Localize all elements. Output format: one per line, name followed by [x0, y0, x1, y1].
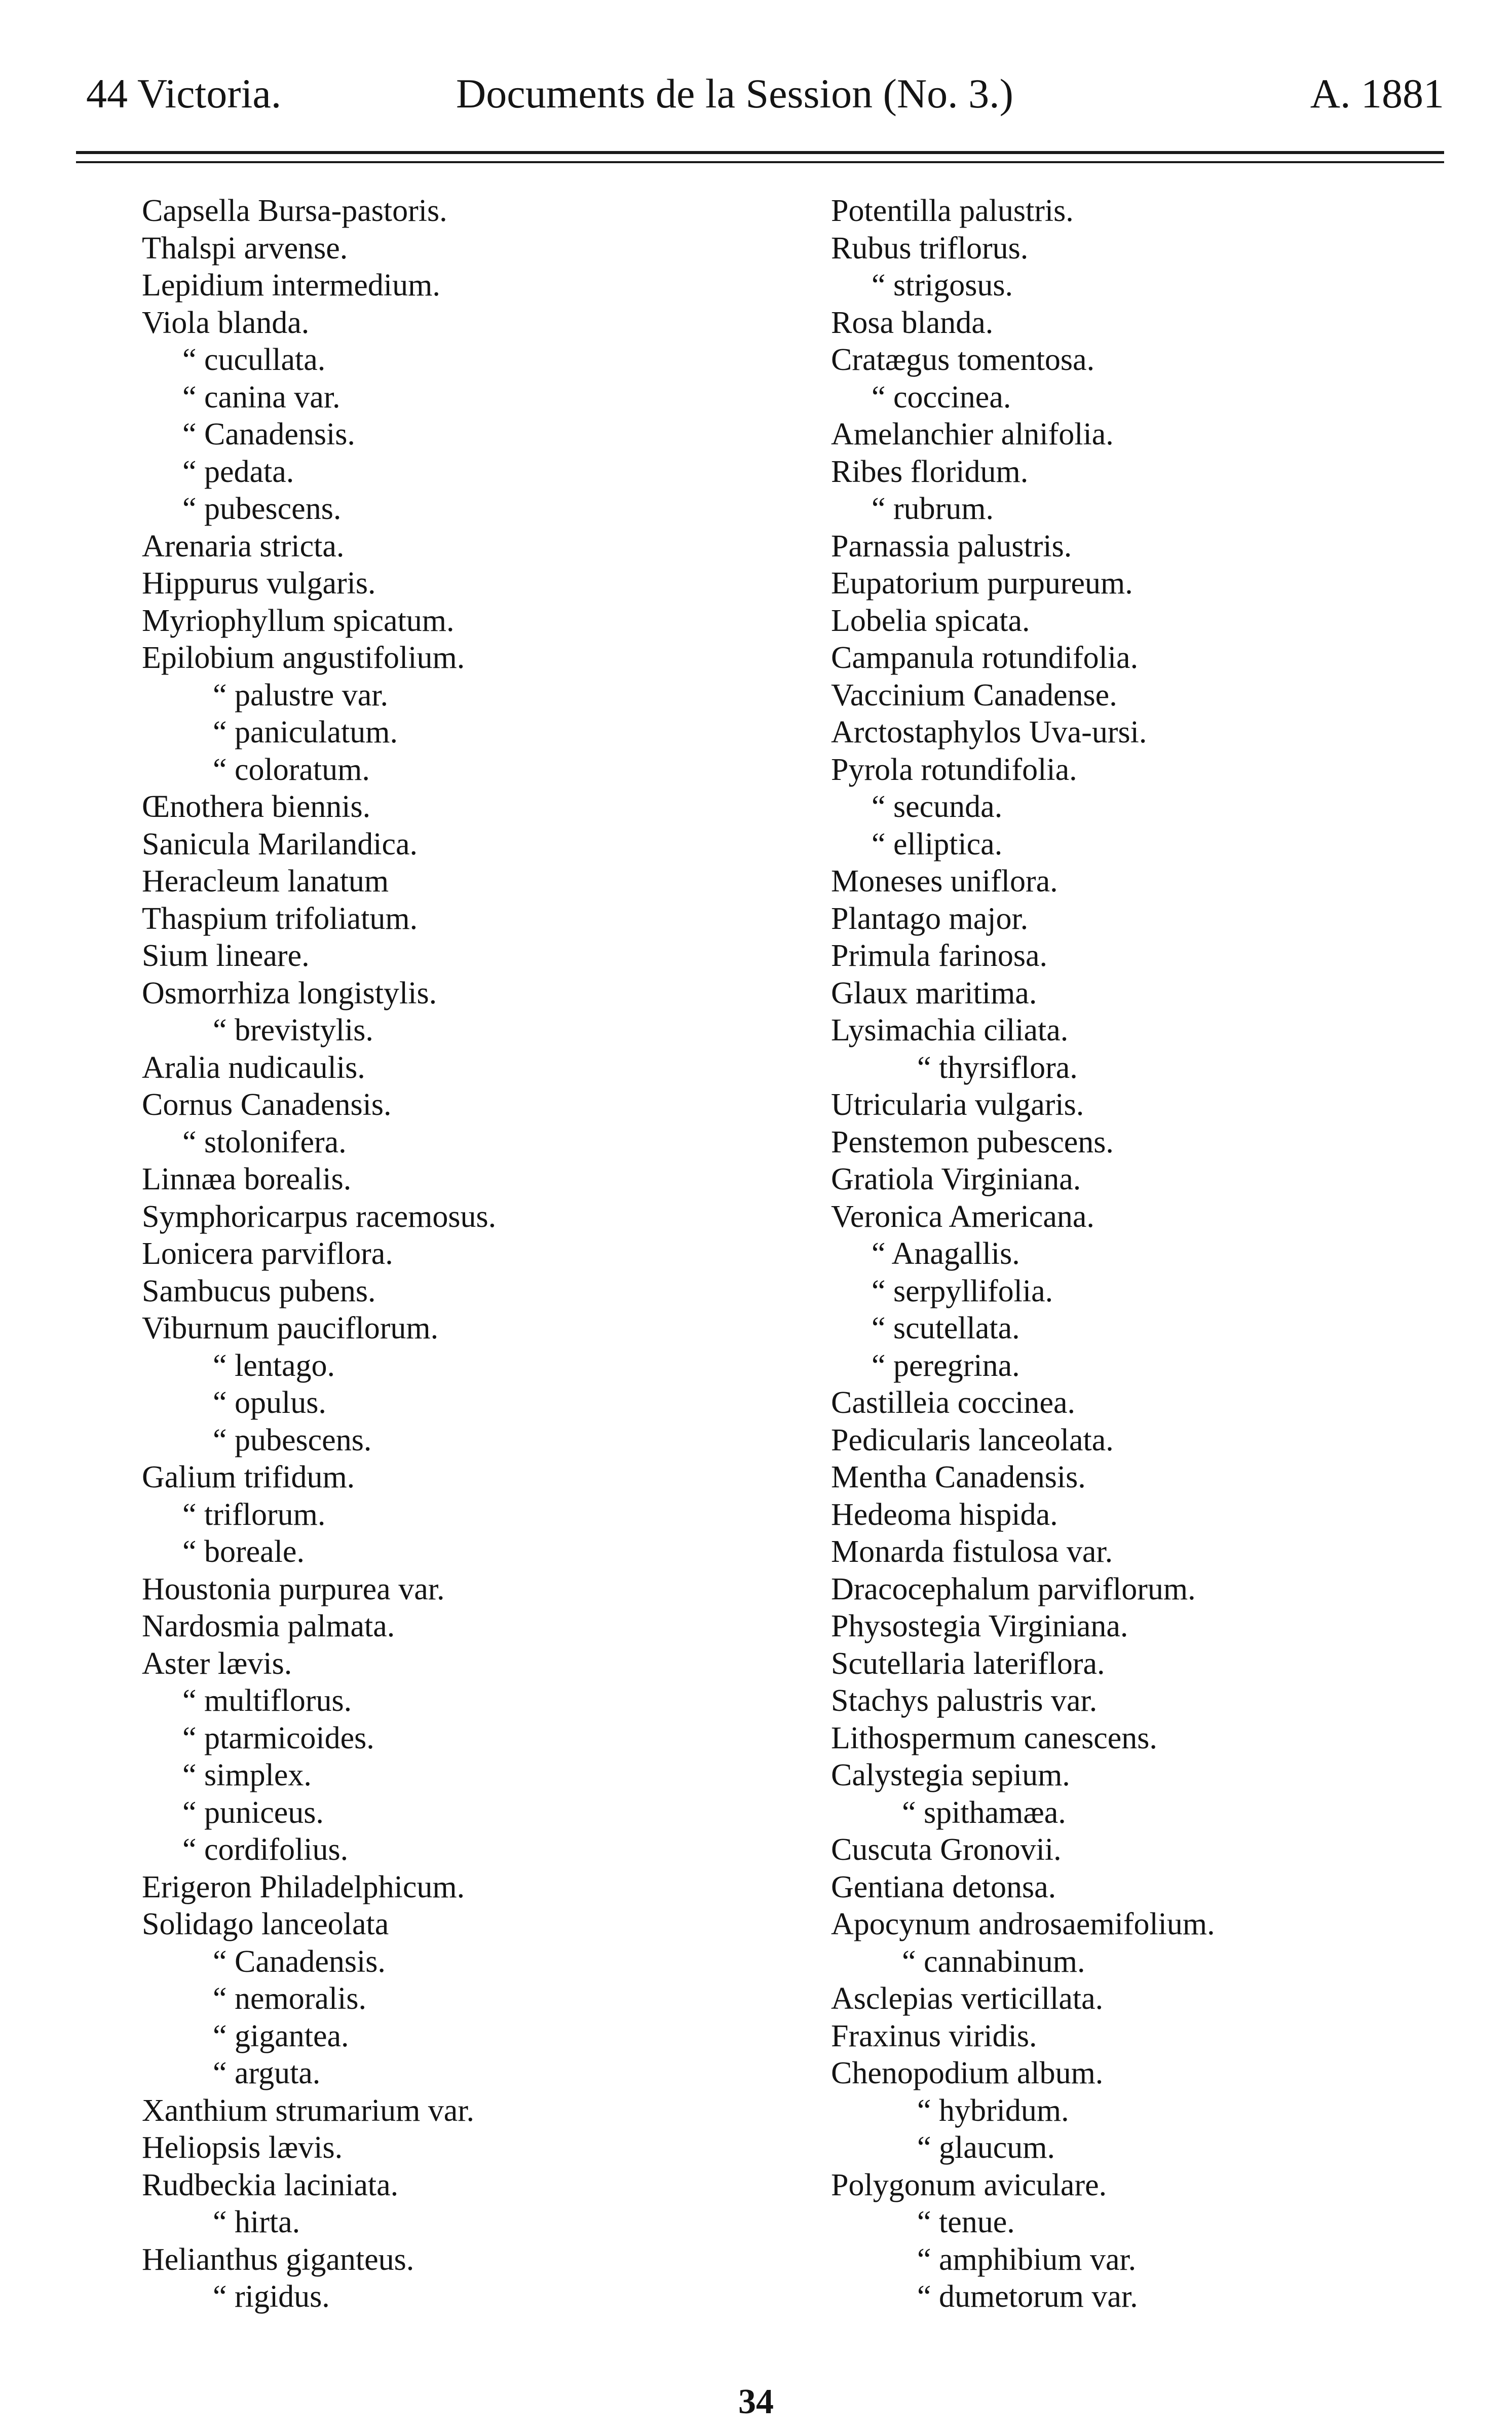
species-name: Thalspi arvense. — [142, 231, 348, 266]
species-entry — [142, 1943, 801, 1981]
species-entry — [831, 1645, 1464, 1683]
species-name: Rosa blanda. — [831, 305, 994, 340]
species-name: “ spithamæa. — [902, 1795, 1066, 1830]
species-entry — [142, 2129, 801, 2167]
species-name: “ Anagallis. — [872, 1237, 1020, 1271]
species-name: Sambucus pubens. — [142, 1273, 376, 1308]
species-entry — [142, 1050, 801, 1087]
species-name: Houstonia purpurea var. — [142, 1571, 445, 1606]
species-name: Parnassia palustris. — [831, 529, 1072, 564]
species-name: “ secunda. — [872, 790, 1003, 824]
species-entry — [142, 1645, 801, 1683]
page-number: 34 — [738, 2382, 774, 2421]
species-name: Rudbeckia laciniata. — [142, 2167, 399, 2202]
species-entry — [142, 2204, 801, 2241]
species-entry — [831, 1124, 1464, 1162]
species-name: “ palustre var. — [213, 678, 389, 713]
species-name: Symphoricarpus racemosus. — [142, 1199, 497, 1234]
species-entry — [831, 565, 1464, 603]
species-entry — [142, 863, 801, 901]
species-name: Lepidium intermedium. — [142, 268, 440, 303]
species-name: Eupatorium purpureum. — [831, 566, 1133, 601]
species-entry — [142, 1087, 801, 1124]
species-entry — [142, 305, 801, 342]
species-entry — [831, 1533, 1464, 1571]
species-name: Moneses uniflora. — [831, 864, 1058, 898]
species-name: Plantago major. — [831, 901, 1029, 936]
species-entry — [142, 603, 801, 640]
species-name: Epilobium angustifolium. — [142, 641, 465, 675]
header-right: A. 1881 — [1310, 70, 1444, 117]
species-entry — [831, 938, 1464, 975]
species-entry — [142, 1533, 801, 1571]
species-name: “ coloratum. — [213, 752, 370, 787]
species-name: Aralia nudicaulis. — [142, 1050, 365, 1085]
species-entry — [831, 1496, 1464, 1534]
species-name: “ cannabinum. — [902, 1944, 1085, 1979]
species-entry — [831, 1273, 1464, 1310]
species-name: Utricularia vulgaris. — [831, 1088, 1084, 1122]
species-entry — [831, 379, 1464, 417]
header-left: 44 Victoria. — [86, 70, 282, 117]
species-name: Dracocephalum parviflorum. — [831, 1571, 1196, 1606]
species-name: “ hirta. — [213, 2205, 300, 2239]
species-entry — [831, 1235, 1464, 1273]
species-name: Asclepias verticillata. — [831, 1981, 1104, 2016]
species-entry — [142, 640, 801, 677]
species-entry — [831, 416, 1464, 454]
species-entry — [142, 752, 801, 789]
species-name: Hippurus vulgaris. — [142, 566, 376, 601]
species-entry — [142, 454, 801, 491]
species-entry — [831, 640, 1464, 677]
species-name: “ ptarmicoides. — [182, 1720, 374, 1755]
header-rule-top — [76, 151, 1444, 154]
species-name: Monarda fistulosa var. — [831, 1534, 1113, 1569]
species-entry — [142, 1571, 801, 1608]
species-name: “ nemoralis. — [213, 1981, 367, 2016]
species-name: “ simplex. — [182, 1758, 312, 1792]
species-entry — [142, 714, 801, 752]
species-entry — [831, 714, 1464, 752]
species-name: Myriophyllum spicatum. — [142, 603, 455, 638]
species-name: “ glaucum. — [917, 2130, 1055, 2165]
species-entry — [831, 454, 1464, 491]
species-name: “ scutellata. — [872, 1311, 1020, 1345]
species-name: Osmorrhiza longistylis. — [142, 976, 437, 1010]
species-entry — [142, 528, 801, 566]
species-entry — [142, 1608, 801, 1645]
species-entry — [831, 2129, 1464, 2167]
species-name: Glaux maritima. — [831, 976, 1037, 1010]
species-entry — [142, 2018, 801, 2055]
species-name: Helianthus giganteus. — [142, 2242, 414, 2277]
species-entry — [142, 901, 801, 938]
species-entry — [831, 1050, 1464, 1087]
species-entry — [142, 1496, 801, 1534]
species-entry — [142, 565, 801, 603]
species-name: Thaspium trifoliatum. — [142, 901, 418, 936]
species-entry — [831, 1347, 1464, 1385]
species-name: Hedeoma hispida. — [831, 1497, 1058, 1532]
species-entry — [142, 1161, 801, 1198]
species-entry — [142, 342, 801, 379]
species-name: “ puniceus. — [182, 1795, 324, 1830]
page-header — [76, 66, 1444, 122]
species-entry — [142, 1310, 801, 1347]
species-entry — [831, 305, 1464, 342]
species-name: “ strigosus. — [872, 268, 1013, 303]
species-entry — [831, 1087, 1464, 1124]
species-name: Gratiola Virginiana. — [831, 1162, 1081, 1196]
species-name: “ serpyllifolia. — [872, 1273, 1053, 1308]
species-name: Penstemon pubescens. — [831, 1125, 1114, 1159]
species-name: Lobelia spicata. — [831, 603, 1030, 638]
species-name: Apocynum androsaemifolium. — [831, 1907, 1215, 1941]
species-name: Heliopsis lævis. — [142, 2130, 343, 2165]
species-name: Galium trifidum. — [142, 1460, 355, 1494]
species-entry — [831, 2241, 1464, 2279]
species-name: Pedicularis lanceolata. — [831, 1422, 1114, 1457]
species-name: Arenaria stricta. — [142, 529, 345, 564]
species-entry — [831, 1682, 1464, 1720]
species-name: Lysimachia ciliata. — [831, 1013, 1069, 1047]
species-name: “ peregrina. — [872, 1348, 1020, 1383]
species-name: “ cordifolius. — [182, 1832, 349, 1867]
species-entry — [831, 1980, 1464, 2018]
species-entry — [142, 491, 801, 528]
species-entry — [142, 1757, 801, 1794]
species-entry — [831, 267, 1464, 305]
species-entry — [831, 1869, 1464, 1906]
species-name: Viola blanda. — [142, 305, 310, 340]
species-entry — [142, 379, 801, 417]
header-title: Documents de la Session (No. 3.) — [456, 70, 1013, 117]
species-entry — [142, 2241, 801, 2279]
species-entry — [831, 2092, 1464, 2130]
species-name: Solidago lanceolata — [142, 1907, 389, 1941]
species-entry — [831, 1012, 1464, 1050]
species-entry — [142, 1720, 801, 1757]
species-entry — [142, 2278, 801, 2316]
species-entry — [831, 1198, 1464, 1236]
species-entry — [142, 267, 801, 305]
species-name: Sium lineare. — [142, 939, 310, 973]
species-name: Ribes floridum. — [831, 454, 1029, 489]
species-entry — [142, 789, 801, 826]
species-entry — [142, 1422, 801, 1459]
species-name: “ rubrum. — [872, 492, 994, 526]
species-entry — [142, 1273, 801, 1310]
species-entry — [831, 193, 1464, 230]
species-name: Mentha Canadensis. — [831, 1460, 1086, 1494]
species-entry — [831, 677, 1464, 715]
species-name: Chenopodium album. — [831, 2056, 1104, 2090]
species-entry — [831, 826, 1464, 864]
species-name: “ Canadensis. — [182, 417, 355, 452]
species-entry — [142, 416, 801, 454]
species-entry — [142, 2167, 801, 2204]
species-name: “ dumetorum var. — [917, 2279, 1138, 2314]
species-entry — [831, 1720, 1464, 1757]
species-entry — [831, 528, 1464, 566]
header-rule-bottom — [76, 161, 1444, 163]
species-entry — [831, 1384, 1464, 1422]
species-entry — [831, 491, 1464, 528]
species-entry — [142, 938, 801, 975]
species-entry — [142, 1831, 801, 1869]
species-entry — [142, 1906, 801, 1943]
species-name: Lonicera parviflora. — [142, 1237, 393, 1271]
species-name: “ elliptica. — [872, 827, 1003, 861]
species-entry — [831, 1310, 1464, 1347]
species-name: “ arguta. — [213, 2056, 321, 2090]
species-name: “ Canadensis. — [213, 1944, 386, 1979]
species-name: Pyrola rotundifolia. — [831, 752, 1077, 787]
species-name: “ thyrsiflora. — [917, 1050, 1078, 1085]
species-entry — [142, 1980, 801, 2018]
species-entry — [142, 975, 801, 1013]
species-entry — [142, 826, 801, 864]
species-name: Heracleum lanatum — [142, 864, 389, 898]
species-name: Calystegia sepium. — [831, 1758, 1070, 1792]
species-name: “ hybridum. — [917, 2093, 1069, 2128]
species-name: “ boreale. — [182, 1534, 305, 1569]
species-entry — [831, 789, 1464, 826]
species-name: “ coccinea. — [872, 380, 1011, 415]
species-entry — [831, 603, 1464, 640]
species-name: Scutellaria lateriflora. — [831, 1646, 1105, 1681]
species-entry — [142, 677, 801, 715]
species-entry — [142, 1794, 801, 1832]
species-name: “ opulus. — [213, 1385, 326, 1420]
species-name: “ multiflorus. — [182, 1683, 352, 1718]
species-name: Primula farinosa. — [831, 939, 1048, 973]
species-entry — [831, 752, 1464, 789]
species-name: Œnothera biennis. — [142, 790, 371, 824]
species-entry — [831, 230, 1464, 268]
species-entry — [142, 230, 801, 268]
species-name: Veronica Americana. — [831, 1199, 1094, 1234]
species-name: Cratægus tomentosa. — [831, 343, 1095, 377]
species-name: “ pubescens. — [182, 492, 342, 526]
species-entry — [142, 1124, 801, 1162]
species-entry — [831, 863, 1464, 901]
species-name: Fraxinus viridis. — [831, 2018, 1037, 2053]
species-name: “ pedata. — [182, 454, 294, 489]
species-entry — [831, 1943, 1464, 1981]
species-entry — [142, 1459, 801, 1496]
species-entry — [831, 1459, 1464, 1496]
species-entry — [142, 1012, 801, 1050]
species-entry — [831, 901, 1464, 938]
species-name: Aster lævis. — [142, 1646, 292, 1681]
species-name: Polygonum aviculare. — [831, 2167, 1107, 2202]
species-name: Xanthium strumarium var. — [142, 2093, 475, 2128]
species-name: Cornus Canadensis. — [142, 1088, 392, 1122]
species-name: Cuscuta Gronovii. — [831, 1832, 1062, 1867]
species-entry — [831, 2278, 1464, 2316]
species-name: Capsella Bursa-pastoris. — [142, 194, 447, 228]
species-entry — [831, 2055, 1464, 2092]
species-name: Gentiana detonsa. — [831, 1869, 1056, 1904]
species-name: Physostegia Virginiana. — [831, 1609, 1128, 1643]
right-species-column — [831, 193, 1464, 2316]
species-entry — [831, 2204, 1464, 2241]
species-entry — [831, 1906, 1464, 1943]
species-entry — [831, 1422, 1464, 1459]
species-name: “ gigantea. — [213, 2018, 349, 2053]
species-entry — [831, 2167, 1464, 2204]
species-name: “ triflorum. — [182, 1497, 326, 1532]
species-name: “ tenue. — [917, 2205, 1015, 2239]
left-species-column — [142, 193, 801, 2316]
species-entry — [142, 1347, 801, 1385]
species-entry — [142, 1198, 801, 1236]
species-name: Nardosmia palmata. — [142, 1609, 395, 1643]
species-name: Arctostaphylos Uva-ursi. — [831, 715, 1147, 750]
species-name: “ lentago. — [213, 1348, 335, 1383]
species-entry — [142, 2055, 801, 2092]
species-entry — [142, 2092, 801, 2130]
species-name: Lithospermum canescens. — [831, 1720, 1157, 1755]
species-name: Castilleia coccinea. — [831, 1385, 1075, 1420]
species-entry — [831, 1757, 1464, 1794]
species-entry — [142, 1384, 801, 1422]
species-name: Linnæa borealis. — [142, 1162, 352, 1196]
species-name: Amelanchier alnifolia. — [831, 417, 1114, 452]
species-entry — [831, 1831, 1464, 1869]
species-entry — [831, 975, 1464, 1013]
species-name: “ stolonifera. — [182, 1125, 347, 1159]
species-entry — [142, 1235, 801, 1273]
species-entry — [831, 1571, 1464, 1608]
species-name: “ paniculatum. — [213, 715, 398, 750]
species-name: “ brevistylis. — [213, 1013, 373, 1047]
species-name: “ rigidus. — [213, 2279, 330, 2314]
species-name: Erigeron Philadelphicum. — [142, 1869, 465, 1904]
species-entry — [831, 1794, 1464, 1832]
species-entry — [831, 1608, 1464, 1645]
species-entry — [142, 1869, 801, 1906]
species-entry — [142, 1682, 801, 1720]
species-entry — [142, 193, 801, 230]
species-entry — [831, 1161, 1464, 1198]
species-entry — [831, 2018, 1464, 2055]
species-name: Campanula rotundifolia. — [831, 641, 1139, 675]
species-name: Vaccinium Canadense. — [831, 678, 1117, 713]
species-name: “ amphibium var. — [917, 2242, 1137, 2277]
species-name: Rubus triflorus. — [831, 231, 1029, 266]
species-name: “ canina var. — [182, 380, 341, 415]
species-name: Stachys palustris var. — [831, 1683, 1098, 1718]
species-name: Potentilla palustris. — [831, 194, 1074, 228]
species-name: Viburnum pauciflorum. — [142, 1311, 439, 1345]
species-entry — [831, 342, 1464, 379]
species-name: Sanicula Marilandica. — [142, 827, 418, 861]
species-name: “ pubescens. — [213, 1422, 372, 1457]
species-name: “ cucullata. — [182, 343, 326, 377]
